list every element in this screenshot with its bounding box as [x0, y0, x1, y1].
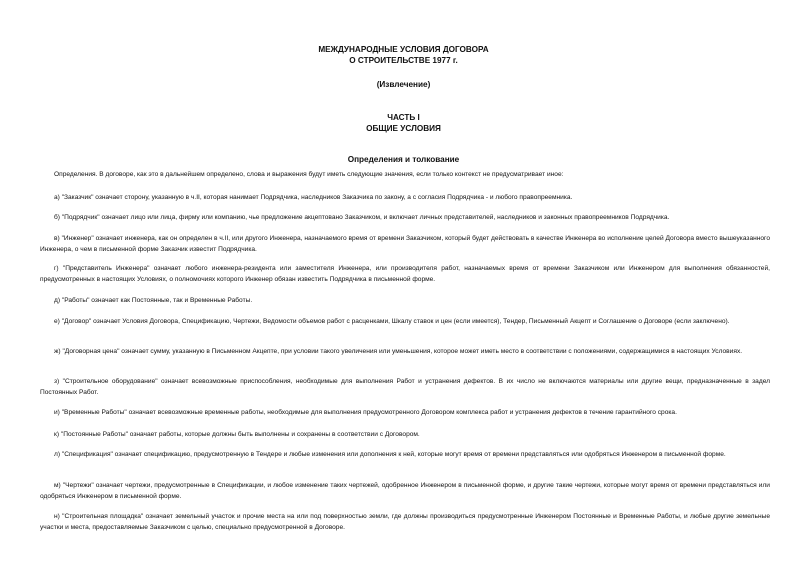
paragraph-h: з) "Строительное оборудование" означает всевозможные приспособления, необходимые для выполнения Работ и устранения дефектов. В их число не включаются материалы или другие вещи, предназначенные в задел Постоянных Работ.	[40, 378, 770, 396]
paragraph-a: а) "Заказчик" означает сторону, указанную в ч.II, которая нанимает Подрядчика, наследников Заказчика по закону, а с согласия Подрядчика - и любого правопреемника.	[54, 194, 573, 201]
paragraph-b: б) "Подрядчик" означает лицо или лица, фирму или компанию, чье предложение акцептовано Заказчиком, и включает личных представителей, наследников и законных правопреемников Подрядчика.	[54, 214, 670, 221]
document-subtitle: (Извлечение)	[376, 80, 431, 89]
section-heading: Определения и толкование	[347, 155, 460, 164]
paragraph-e: д) "Работы" означает как Постоянные, так и Временные Работы.	[54, 297, 253, 304]
paragraph-m: н) "Строительная площадка" означает земельный участок и прочие места на или под поверхностью земли, где должны производиться предусмотренные Инженером Постоянные и Временные Работы, и любые другие земельные участки и места, предоставляемые Заказчиком с целью, специально предусмотренной в Договоре.	[40, 513, 770, 531]
paragraph-k: л) "Спецификация" означает спецификацию, предусмотренную в Тендере и любые изменения или дополнения к ней, которые могут время от времени представляться или одобряться Инженером в письменной форме.	[54, 451, 726, 458]
paragraph-d: г) "Представитель Инженера" означает любого инженера-резидента или заместителя Инженера, или производителя работ, назначаемых время от времени Заказчиком или Инженером для выполнения обязанностей, предусмотренных в настоящих Условиях, о полномочиях которого Инженер обязан известить Подрядчика в письменной форме.	[40, 265, 770, 283]
paragraph-g: ж) "Договорная цена" означает сумму, указанную в Письменном Акцепте, при условии такого увеличения или уменьшения, которое может иметь место в соответствии с положениями, содержащимися в настоящих Условиях.	[54, 348, 743, 355]
document-title-line-1: МЕЖДУНАРОДНЫЕ УСЛОВИЯ ДОГОВОРА	[318, 45, 489, 54]
paragraph-f: е) "Договор" означает Условия Договора, Спецификацию, Чертежи, Ведомости объемов работ с расценками, Шкалу ставок и цен (если имеется), Тендер, Письменный Акцепт и Соглашение о Договоре (если заключено).	[54, 318, 730, 325]
paragraph-c: в) "Инженер" означает инженера, как он определен в ч.II, или другого Инженера, назначаемого время от времени Заказчиком, который будет действовать в качестве Инженера во исполнение целей Договора вместо вышеуказанного Инженера, о чем в письменной форме Заказчик известит Подрядчика.	[40, 235, 770, 253]
paragraph-i: и) "Временные Работы" означает всевозможные временные работы, необходимые для выполнения предусмотренного Договором комплекса работ и устранения дефектов в течение гарантийного срока.	[54, 409, 677, 416]
paragraph-l: м) "Чертежи" означает чертежи, предусмотренные в Спецификации, и любое изменение таких чертежей, одобренное Инженером в письменной форме, и другие такие чертежи, которые могут время от времени представляться или одобряться Инженером в письменной форме.	[40, 482, 770, 500]
document-title-line-2: О СТРОИТЕЛЬСТВЕ 1977 г.	[349, 56, 458, 65]
part-heading-line-2: ОБЩИЕ УСЛОВИЯ	[366, 124, 441, 133]
paragraph-j: к) "Постоянные Работы" означает работы, которые должны быть выполнены и сохранены в соответствии с Договором.	[54, 431, 420, 438]
paragraph-intro: Определения. В договоре, как это в дальнейшем определено, слова и выражения будут иметь следующие значения, если только контекст не предусматривает иное:	[54, 171, 564, 178]
part-heading-line-1: ЧАСТЬ I	[387, 113, 420, 122]
